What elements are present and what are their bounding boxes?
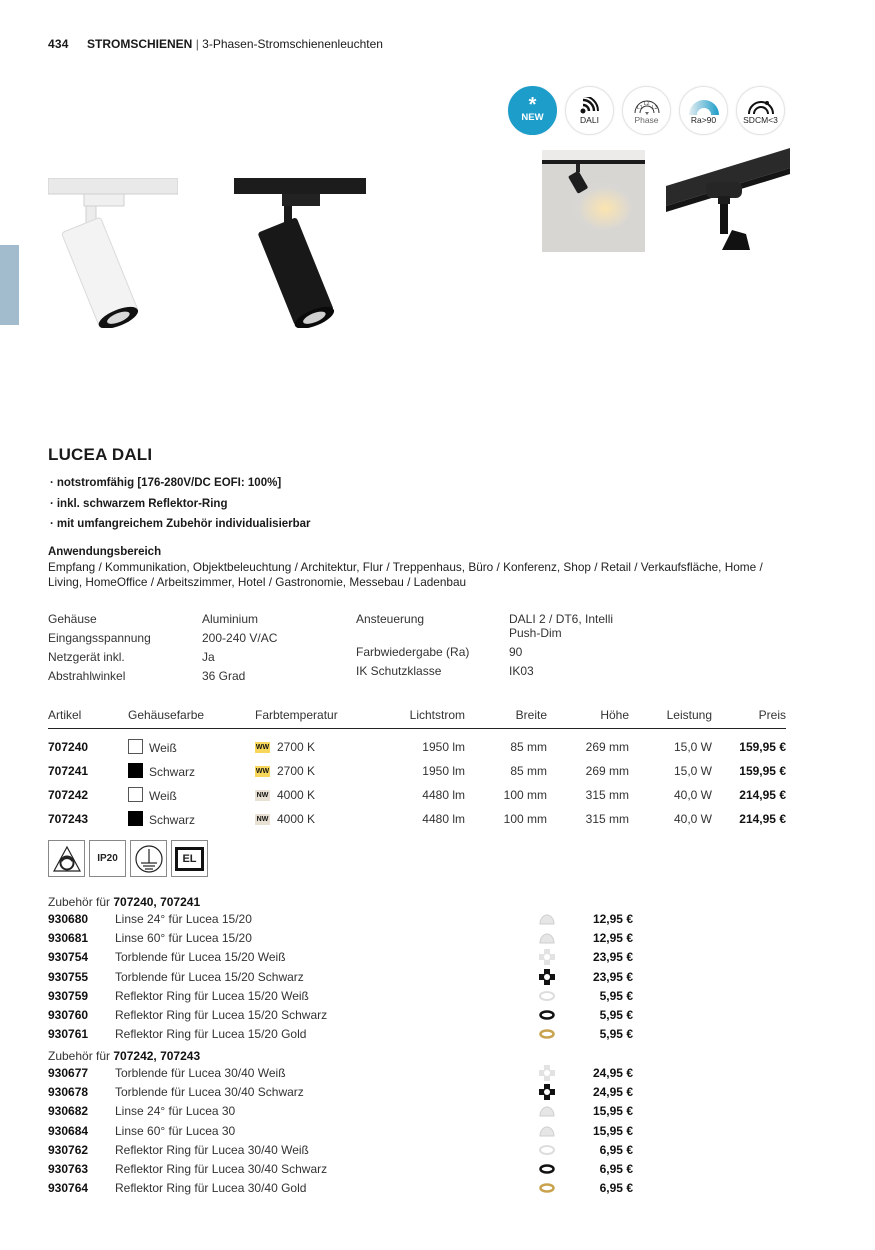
accessory-price: 24,95 € xyxy=(592,1065,633,1080)
feature-bullet: · notstromfähig [176-280V/DC EOFI: 100%] xyxy=(50,476,311,497)
spec-value: Ja xyxy=(202,650,215,664)
spec-value: Aluminium xyxy=(202,612,259,626)
svg-text:L3: L3 xyxy=(651,104,658,111)
accessories-heading-articles: 707240, 707241 xyxy=(113,895,201,909)
accessory-row xyxy=(48,1102,638,1121)
lens-icon xyxy=(533,1125,561,1137)
housing-color-cell xyxy=(128,729,255,759)
spec-label: Ansteuerung xyxy=(356,612,425,626)
power: 15,0 W xyxy=(673,739,712,754)
table-row xyxy=(48,759,786,783)
accessory-description: Torblende für Lucea 15/20 Weiß xyxy=(115,950,286,965)
color-swatch-icon xyxy=(128,763,143,778)
height: 315 mm xyxy=(585,811,629,826)
sdcm-arc-icon xyxy=(746,97,776,115)
accessory-price: 15,95 € xyxy=(592,1104,633,1119)
color-temp: 4000 K xyxy=(277,811,316,826)
sdcm-badge xyxy=(736,86,785,135)
usage-text: Empfang / Kommunikation, Objektbeleuchtung / Architektur, Flur / Treppenhaus, Büro / Konferenz, Shop / Retail / Verkaufsfläche, Home / Living, HomeOffice / Arbeitszimmer, Hotel / Gastronomie, Messebau / Ladenbau xyxy=(48,560,763,589)
breadcrumb xyxy=(87,37,383,51)
color-temp-badge-icon: NW xyxy=(256,791,269,799)
col-header-power: Leistung xyxy=(629,706,712,729)
spec-value: 200-240 V/AC xyxy=(202,631,278,645)
barn-door-white-icon xyxy=(533,949,561,965)
accessory-description: Reflektor Ring für Lucea 30/40 Schwarz xyxy=(115,1162,328,1177)
spec-label: Eingangsspannung xyxy=(48,631,151,645)
color-temp-cell xyxy=(255,783,375,807)
accessory-row xyxy=(48,928,638,947)
spec-label: Gehäuse xyxy=(48,612,97,626)
color-temp-badge-icon: WW xyxy=(255,743,270,751)
lens-icon xyxy=(533,1105,561,1117)
accessory-description: Reflektor Ring für Lucea 30/40 Gold xyxy=(115,1181,307,1196)
col-header-width: Breite xyxy=(465,706,547,729)
accessory-description: Linse 24° für Lucea 15/20 xyxy=(115,911,252,926)
col-header-luminous-flux: Lichtstrom xyxy=(375,706,465,729)
accessories-heading xyxy=(48,1050,638,1063)
accessory-price: 23,95 € xyxy=(592,950,633,965)
table-row xyxy=(48,783,786,807)
housing-color: Weiß xyxy=(149,740,177,755)
lens-icon xyxy=(533,932,561,944)
accessory-article: 930678 xyxy=(48,1084,89,1099)
housing-color-cell xyxy=(128,807,255,831)
accessories-heading-articles: 707242, 707243 xyxy=(113,1049,201,1063)
width: 85 mm xyxy=(510,739,547,754)
housing-color-cell xyxy=(128,783,255,807)
accessory-price: 6,95 € xyxy=(599,1162,633,1177)
spec-labels-right xyxy=(356,610,469,681)
accessory-article: 930761 xyxy=(48,1027,89,1042)
phase-l1-l2-l3-icon xyxy=(632,97,662,115)
accessory-row xyxy=(48,1159,638,1178)
housing-color: Weiß xyxy=(149,788,177,803)
accessory-row xyxy=(48,948,638,967)
lens-icon xyxy=(533,913,561,925)
accessory-article: 930755 xyxy=(48,969,89,984)
width: 85 mm xyxy=(510,763,547,778)
accessory-description: Reflektor Ring für Lucea 30/40 Weiß xyxy=(115,1142,309,1157)
spec-value-line: Push-Dim xyxy=(509,626,562,640)
accessory-row xyxy=(48,909,638,928)
accessory-price: 6,95 € xyxy=(599,1181,633,1196)
product-photo-black xyxy=(234,178,366,328)
color-temp-badge-icon: WW xyxy=(255,767,270,775)
accessory-price: 12,95 € xyxy=(592,911,633,926)
height: 315 mm xyxy=(585,787,629,802)
power: 40,0 W xyxy=(673,811,712,826)
dali-badge xyxy=(565,86,614,135)
ip-rating-label: IP20 xyxy=(97,853,118,864)
accessory-price: 5,95 € xyxy=(599,1008,633,1023)
accessory-price: 6,95 € xyxy=(599,1142,633,1157)
price: 159,95 € xyxy=(739,763,786,778)
accessory-row xyxy=(48,1025,638,1044)
accessories-heading-prefix: Zubehör für xyxy=(48,895,114,909)
barn-door-white-icon xyxy=(533,1065,561,1081)
feature-badges xyxy=(508,86,785,135)
height: 269 mm xyxy=(585,739,629,754)
article-number: 707241 xyxy=(48,763,89,778)
barn-door-black-icon xyxy=(533,1084,561,1100)
spec-values-left xyxy=(202,610,277,686)
feature-bullets xyxy=(50,476,311,538)
accessories-group-1 xyxy=(48,896,638,1044)
dali-signal-icon xyxy=(579,97,601,115)
accessory-article: 930760 xyxy=(48,1008,89,1023)
product-title: LUCEA DALI xyxy=(48,445,153,464)
svg-text:L2: L2 xyxy=(643,100,650,107)
el-label: EL xyxy=(175,847,204,871)
breadcrumb-subsection: 3-Phasen-Stromschienenleuchten xyxy=(202,37,383,51)
color-temp-cell xyxy=(255,759,375,783)
price: 159,95 € xyxy=(739,739,786,754)
color-swatch-icon xyxy=(128,811,143,826)
ring-black-icon xyxy=(533,1164,561,1174)
col-header-height: Höhe xyxy=(547,706,629,729)
feature-bullet: · mit umfangreichem Zubehör individualisierbar xyxy=(50,517,311,538)
color-rendering-badge xyxy=(679,86,728,135)
ring-black-icon xyxy=(533,1010,561,1020)
spec-value: 90 xyxy=(509,645,523,659)
accessory-price: 5,95 € xyxy=(599,988,633,1003)
price: 214,95 € xyxy=(739,811,786,826)
badge-label: DALI xyxy=(580,114,599,125)
height: 269 mm xyxy=(585,763,629,778)
article-number: 707243 xyxy=(48,811,89,826)
accessory-description: Linse 60° für Lucea 30 xyxy=(115,1123,236,1138)
accessory-description: Reflektor Ring für Lucea 15/20 Weiß xyxy=(115,988,309,1003)
new-star-icon: * xyxy=(528,94,537,116)
col-header-housing-color: Gehäusefarbe xyxy=(128,706,255,729)
color-temp-badge-icon: NW xyxy=(256,815,269,823)
ring-gold-icon xyxy=(533,1183,561,1193)
usage-heading: Anwendungsbereich xyxy=(48,546,162,558)
accessory-row xyxy=(48,967,638,986)
accessory-article: 930763 xyxy=(48,1162,89,1177)
spec-value: IK03 xyxy=(509,664,534,678)
color-temp: 4000 K xyxy=(277,787,316,802)
col-header-article: Artikel xyxy=(48,706,128,729)
accessories-heading-prefix: Zubehör für xyxy=(48,1049,114,1063)
luminous-flux: 1950 lm xyxy=(422,739,465,754)
ring-white-icon xyxy=(533,991,561,1001)
color-temp: 2700 K xyxy=(277,739,316,754)
product-table xyxy=(48,706,786,831)
ring-white-icon xyxy=(533,1145,561,1155)
spec-value-line: DALI 2 / DT6, Intelli xyxy=(509,612,614,626)
housing-color-cell xyxy=(128,759,255,783)
accessory-description: Torblende für Lucea 30/40 Schwarz xyxy=(115,1084,304,1099)
el-emergency-icon xyxy=(171,840,208,877)
accessories-heading xyxy=(48,896,638,909)
accessory-article: 930762 xyxy=(48,1142,89,1157)
color-temp: 2700 K xyxy=(277,763,316,778)
accessory-price: 24,95 € xyxy=(592,1084,633,1099)
spec-label: IK Schutzklasse xyxy=(356,664,442,678)
certification-icons xyxy=(48,840,208,877)
color-temp-cell xyxy=(255,729,375,759)
color-rendering-arc-icon xyxy=(687,97,721,115)
accessory-description: Linse 24° für Lucea 30 xyxy=(115,1104,236,1119)
accessory-price: 23,95 € xyxy=(592,969,633,984)
power: 40,0 W xyxy=(673,787,712,802)
accessory-article: 930754 xyxy=(48,950,89,965)
accessory-article: 930677 xyxy=(48,1065,89,1080)
phase-badge xyxy=(622,86,671,135)
spec-values-right xyxy=(509,610,613,681)
housing-color: Schwarz xyxy=(149,812,196,827)
accessory-description: Reflektor Ring für Lucea 15/20 Gold xyxy=(115,1027,307,1042)
accessory-article: 930684 xyxy=(48,1123,89,1138)
badge-label: Phase xyxy=(634,114,659,125)
table-row xyxy=(48,729,786,759)
accessory-description: Reflektor Ring für Lucea 15/20 Schwarz xyxy=(115,1008,328,1023)
accessory-description: Torblende für Lucea 15/20 Schwarz xyxy=(115,969,304,984)
accessory-price: 12,95 € xyxy=(592,930,633,945)
badge-label: NEW xyxy=(521,112,544,123)
accessory-description: Torblende für Lucea 30/40 Weiß xyxy=(115,1065,286,1080)
spec-labels-left xyxy=(48,610,151,686)
accessory-row xyxy=(48,1140,638,1159)
luminous-flux: 4480 lm xyxy=(422,787,465,802)
width: 100 mm xyxy=(503,811,547,826)
color-temp-cell xyxy=(255,807,375,831)
barn-door-black-icon xyxy=(533,969,561,985)
spec-value: 36 Grad xyxy=(202,669,246,683)
color-swatch-icon xyxy=(128,739,143,754)
accessory-article: 930682 xyxy=(48,1104,89,1119)
accessory-article: 930681 xyxy=(48,930,89,945)
badge-label: SDCM<3 xyxy=(743,114,778,125)
badge-label: Ra>90 xyxy=(690,114,717,125)
accessory-price: 15,95 € xyxy=(592,1123,633,1138)
accessory-article: 930680 xyxy=(48,911,89,926)
chapter-side-tab xyxy=(0,245,19,325)
power: 15,0 W xyxy=(673,763,712,778)
spec-label: Abstrahlwinkel xyxy=(48,669,126,683)
table-header-row xyxy=(48,706,786,729)
accessory-price: 5,95 € xyxy=(599,1027,633,1042)
article-number: 707242 xyxy=(48,787,89,802)
luminous-flux: 4480 lm xyxy=(422,811,465,826)
accessory-row xyxy=(48,1082,638,1101)
spec-label: Netzgerät inkl. xyxy=(48,650,125,664)
page-number: 434 xyxy=(48,37,69,51)
accessory-description: Linse 60° für Lucea 15/20 xyxy=(115,930,252,945)
accessory-row xyxy=(48,1121,638,1140)
ip-rating-icon xyxy=(89,840,126,877)
accessory-row xyxy=(48,1005,638,1024)
accessory-row xyxy=(48,1063,638,1082)
ring-gold-icon xyxy=(533,1029,561,1039)
accessory-row xyxy=(48,1179,638,1198)
housing-color: Schwarz xyxy=(149,764,196,779)
accessory-article: 930759 xyxy=(48,988,89,1003)
spec-label: Farbwiedergabe (Ra) xyxy=(356,645,470,659)
product-photo-white xyxy=(48,178,178,328)
accessory-article: 930764 xyxy=(48,1181,89,1196)
new-badge xyxy=(508,86,557,135)
protective-earth-icon xyxy=(130,840,167,877)
col-header-color-temp: Farbtemperatur xyxy=(255,706,375,729)
color-swatch-icon xyxy=(128,787,143,802)
breadcrumb-section: STROMSCHIENEN xyxy=(87,37,193,51)
accessory-row xyxy=(48,986,638,1005)
spec-value xyxy=(509,610,613,643)
luminous-flux: 1950 lm xyxy=(422,763,465,778)
feature-bullet: · inkl. schwarzem Reflektor-Ring xyxy=(50,497,311,518)
svg-text:L1: L1 xyxy=(636,104,643,111)
table-row xyxy=(48,807,786,831)
col-header-price: Preis xyxy=(712,706,786,729)
breadcrumb-separator: | xyxy=(195,37,199,51)
product-photo-detail xyxy=(666,148,790,250)
accessories-group-2 xyxy=(48,1050,638,1198)
rotatable-triangle-icon xyxy=(48,840,85,877)
price: 214,95 € xyxy=(739,787,786,802)
width: 100 mm xyxy=(503,787,547,802)
product-photo-ambient xyxy=(542,150,645,252)
article-number: 707240 xyxy=(48,739,89,754)
